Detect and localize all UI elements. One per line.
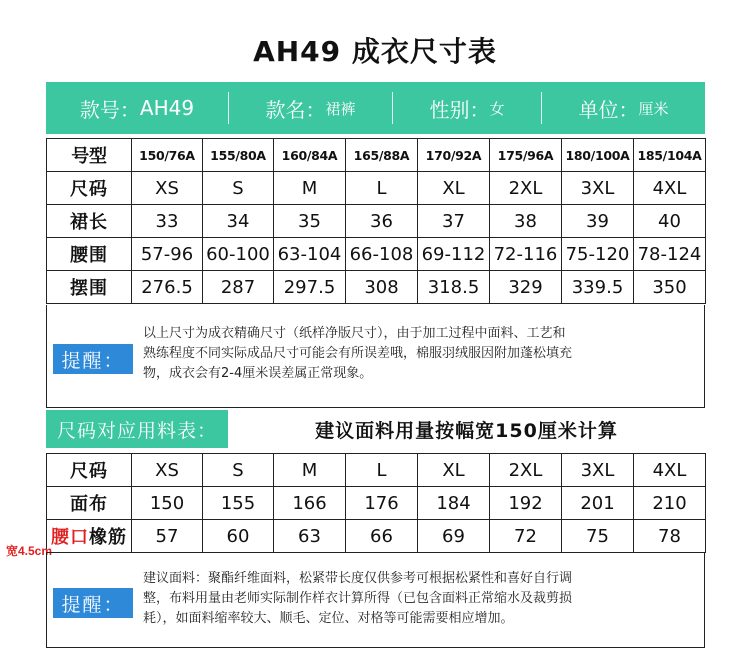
table-cell: 201	[562, 487, 634, 520]
table-cell: M	[274, 454, 346, 487]
reminder-badge: 提醒：	[53, 588, 133, 618]
table-cell: 287	[203, 271, 274, 304]
table-cell: 72	[490, 520, 562, 553]
unit	[542, 82, 705, 134]
usage-label: 尺码对应用料表：	[46, 410, 228, 448]
table-cell: 38	[490, 205, 562, 238]
table-cell: L	[346, 454, 418, 487]
table-cell: 155	[203, 487, 274, 520]
elastic-label: 橡筋	[89, 527, 127, 548]
unit-value: 厘米	[638, 99, 669, 118]
table-cell: 72-116	[490, 238, 562, 271]
table-row	[47, 487, 706, 520]
table-cell: XL	[418, 454, 490, 487]
table-cell: 4XL	[634, 454, 706, 487]
table-cell: 339.5	[562, 271, 634, 304]
table-cell: 276.5	[132, 271, 203, 304]
table-cell: 175/96A	[490, 139, 562, 172]
reminder-line: 耗），如面料缩率较大、顺毛、定位、对格等可能需要相应增加。	[143, 611, 514, 626]
table-cell: 69-112	[418, 238, 490, 271]
table-cell: M	[274, 172, 346, 205]
waist-label: 腰口	[51, 527, 89, 548]
table-cell: 57-96	[132, 238, 203, 271]
table-cell: 308	[346, 271, 418, 304]
table-row	[47, 139, 706, 172]
style-no-label: 款号：	[79, 97, 140, 122]
style-name-label: 款名：	[265, 97, 326, 122]
elastic-width-note: 宽4.5cm	[6, 544, 53, 558]
gender-value: 女	[489, 99, 505, 118]
reminder-text	[143, 324, 572, 384]
table-cell: 185/104A	[634, 139, 706, 172]
table-cell: 210	[634, 487, 706, 520]
table-cell: XL	[418, 172, 490, 205]
usage-bar	[46, 410, 705, 448]
style-name	[229, 82, 392, 134]
table-cell: 75-120	[562, 238, 634, 271]
table-cell: S	[203, 454, 274, 487]
table-cell: 165/88A	[346, 139, 418, 172]
table-cell: 75	[562, 520, 634, 553]
row-label: 摆围	[47, 271, 132, 304]
table-cell: 35	[274, 205, 346, 238]
table-cell: L	[346, 172, 418, 205]
table-cell: 57	[132, 520, 203, 553]
table-cell: 37	[418, 205, 490, 238]
table-cell: 34	[203, 205, 274, 238]
size-table	[46, 138, 706, 304]
table-cell: 184	[418, 487, 490, 520]
table-row	[47, 520, 706, 553]
reminder-line: 熟练程度不同实际成品尺寸可能会有所误差哦，棉服羽绒服因附加蓬松填充	[143, 346, 573, 361]
row-label: 面布	[47, 487, 132, 520]
reminder-line: 建议面料：聚酯纤维面料，松紧带长度仅供参考可根据松紧性和喜好自行调	[143, 571, 573, 586]
row-label: 尺码	[47, 454, 132, 487]
table-cell: 160/84A	[274, 139, 346, 172]
header-bar	[46, 82, 705, 134]
table-cell: 2XL	[490, 172, 562, 205]
table-cell: 60	[203, 520, 274, 553]
reminder-line: 物，成衣会有2-4厘米误差属正常现象。	[143, 366, 373, 381]
reminder-box	[46, 305, 705, 408]
table-cell: 170/92A	[418, 139, 490, 172]
table-row	[47, 238, 706, 271]
reminder-badge: 提醒：	[53, 344, 133, 374]
table-cell: 4XL	[634, 172, 706, 205]
style-no	[46, 82, 228, 134]
row-label	[47, 520, 132, 553]
table-cell: 350	[634, 271, 706, 304]
unit-label: 单位：	[578, 97, 639, 122]
gender	[393, 82, 541, 134]
table-cell: 297.5	[274, 271, 346, 304]
page-title: AH49 成衣尺寸表	[253, 35, 497, 68]
table-cell: 3XL	[562, 172, 634, 205]
row-label: 裙长	[47, 205, 132, 238]
table-cell: 2XL	[490, 454, 562, 487]
table-cell: S	[203, 172, 274, 205]
fabric-table	[46, 453, 706, 553]
table-cell: 3XL	[562, 454, 634, 487]
style-no-value: AH49	[139, 96, 195, 120]
reminder-line: 以上尺寸为成衣精确尺寸（纸样净版尺寸），由于加工过程中面料、工艺和	[143, 326, 566, 341]
reminder-text	[143, 569, 572, 629]
table-cell: 176	[346, 487, 418, 520]
table-cell: 180/100A	[562, 139, 634, 172]
table-row	[47, 205, 706, 238]
table-cell: 39	[562, 205, 634, 238]
table-row	[47, 271, 706, 304]
row-label: 号型	[47, 139, 132, 172]
table-cell: 150	[132, 487, 203, 520]
table-cell: 63-104	[274, 238, 346, 271]
row-label: 腰围	[47, 238, 132, 271]
table-cell: 78	[634, 520, 706, 553]
table-cell: 36	[346, 205, 418, 238]
table-cell: 33	[132, 205, 203, 238]
table-cell: 318.5	[418, 271, 490, 304]
table-cell: 155/80A	[203, 139, 274, 172]
table-cell: 78-124	[634, 238, 706, 271]
row-label: 尺码	[47, 172, 132, 205]
gender-label: 性别：	[429, 97, 490, 122]
table-cell: 63	[274, 520, 346, 553]
usage-note: 建议面料用量按幅宽150厘米计算	[315, 419, 618, 442]
reminder-box	[46, 552, 705, 648]
table-cell: 66-108	[346, 238, 418, 271]
table-cell: 166	[274, 487, 346, 520]
table-cell: 69	[418, 520, 490, 553]
table-cell: XS	[132, 454, 203, 487]
reminder-line: 整，布料用量由老师实际制作样衣计算所得（已包含面料正常缩水及裁剪损	[143, 591, 573, 606]
table-cell: 40	[634, 205, 706, 238]
table-cell: 329	[490, 271, 562, 304]
table-cell: 192	[490, 487, 562, 520]
table-cell: 60-100	[203, 238, 274, 271]
table-row	[47, 454, 706, 487]
table-cell: 150/76A	[132, 139, 203, 172]
table-cell: 66	[346, 520, 418, 553]
table-row	[47, 172, 706, 205]
style-name-value: 裙裤	[325, 99, 356, 118]
table-cell: XS	[132, 172, 203, 205]
